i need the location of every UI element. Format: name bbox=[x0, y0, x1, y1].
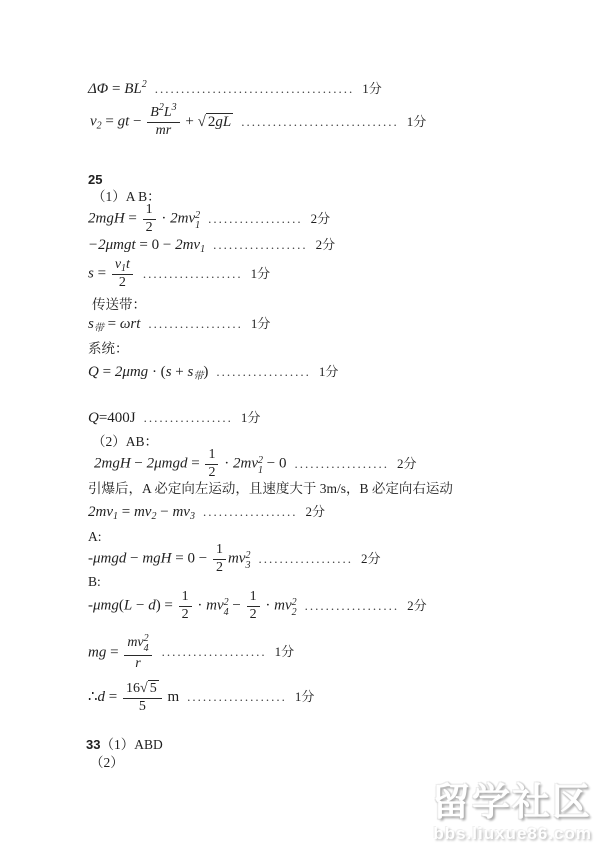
math-term: − bbox=[126, 550, 143, 567]
math-term: − bbox=[129, 113, 146, 130]
math-term: 2mv bbox=[232, 455, 258, 472]
radicand bbox=[206, 113, 233, 131]
superscript: 2 bbox=[143, 633, 149, 644]
math-term: L bbox=[163, 105, 172, 120]
subscript: 3 bbox=[189, 511, 195, 522]
math-term: 2mgH bbox=[88, 210, 125, 227]
math-term: 1 bbox=[145, 202, 153, 217]
fraction-numerator bbox=[123, 680, 162, 698]
fraction bbox=[112, 258, 133, 290]
math-term: mv bbox=[127, 635, 144, 650]
math-term: mv bbox=[133, 504, 152, 520]
math-term: = bbox=[187, 455, 204, 472]
subscript: 1 bbox=[200, 244, 206, 255]
fraction-denominator bbox=[124, 655, 151, 672]
watermark-url: bbs.liuxue86.com bbox=[433, 824, 592, 843]
superscript: 2 bbox=[223, 596, 229, 608]
math-term: d bbox=[97, 688, 106, 705]
superscript: 2 bbox=[257, 454, 263, 466]
math-term: − bbox=[132, 597, 149, 614]
subscript: 4 bbox=[223, 606, 229, 618]
math-term: gL bbox=[215, 113, 232, 130]
math-term: 2μmgd bbox=[146, 455, 188, 472]
text-line: 引爆后，A 必定向左运动，且速度大于 3m/s，B 必定向右运动 bbox=[88, 481, 453, 496]
fraction-numerator bbox=[124, 634, 151, 655]
math-term: v bbox=[114, 257, 122, 272]
math-term: mv bbox=[172, 504, 190, 520]
text-line: （2）AB： bbox=[92, 434, 159, 449]
formula-line bbox=[88, 80, 382, 99]
sub-sup-stack bbox=[292, 598, 297, 618]
math-term: = bbox=[98, 364, 115, 380]
math-term: −2μmgt bbox=[88, 237, 136, 253]
fraction-numerator bbox=[179, 590, 192, 606]
subscript: 带 bbox=[193, 371, 204, 382]
radical-sign: √ bbox=[140, 681, 148, 696]
fraction-numerator bbox=[247, 590, 260, 606]
math-term: · bbox=[261, 597, 275, 614]
math-term: ( bbox=[118, 597, 124, 614]
math-term: − 0 bbox=[262, 455, 287, 472]
formula-line bbox=[94, 448, 416, 480]
watermark-logo: 留学社区 bbox=[431, 782, 592, 825]
fraction-numerator bbox=[112, 258, 133, 274]
sub-sup-stack bbox=[144, 634, 149, 654]
dot-leader: .................. bbox=[208, 210, 303, 226]
math-term: 1 bbox=[215, 542, 223, 557]
math-term: · bbox=[193, 597, 207, 614]
text-line: 传送带： bbox=[92, 297, 146, 312]
math-term: = bbox=[101, 113, 118, 130]
math-term: ) = bbox=[155, 597, 177, 614]
text-line: B: bbox=[88, 574, 101, 589]
square-root bbox=[140, 681, 159, 696]
math-term: mg bbox=[88, 644, 107, 661]
fraction-denominator bbox=[143, 219, 156, 236]
heading-text: （1）ABD bbox=[100, 737, 163, 752]
fraction bbox=[205, 448, 218, 480]
math-term: μmgd bbox=[93, 550, 127, 567]
math-term: 2μmg bbox=[114, 364, 149, 380]
score-label: 1分 bbox=[294, 688, 315, 704]
formula-line bbox=[88, 590, 427, 622]
math-term: 16 bbox=[126, 681, 141, 696]
math-term: B bbox=[150, 105, 159, 120]
math-term: - bbox=[88, 550, 93, 567]
fraction bbox=[179, 590, 192, 622]
math-term: = bbox=[103, 316, 120, 332]
formula-line bbox=[88, 680, 314, 715]
fraction bbox=[143, 203, 156, 235]
formula-line bbox=[88, 634, 294, 672]
fraction bbox=[247, 590, 260, 622]
math-term: mv bbox=[227, 550, 246, 567]
fraction bbox=[123, 680, 162, 715]
fraction bbox=[124, 634, 151, 672]
score-label: 2分 bbox=[305, 504, 325, 519]
dot-leader: ................. bbox=[143, 410, 233, 425]
math-term: t bbox=[126, 257, 130, 272]
fraction-numerator bbox=[213, 543, 226, 559]
subscript: 1 bbox=[195, 219, 201, 231]
question-number: 33 bbox=[86, 737, 101, 752]
dot-leader: .................. bbox=[202, 504, 298, 519]
math-term: v bbox=[90, 113, 97, 130]
score-label: 1分 bbox=[274, 644, 295, 660]
subscript: 1 bbox=[257, 464, 263, 476]
math-term: L bbox=[123, 597, 133, 614]
text-line: （2） bbox=[90, 755, 124, 770]
score-label: 1分 bbox=[406, 113, 427, 129]
radical-sign: √ bbox=[197, 113, 206, 130]
score-label: 2分 bbox=[407, 597, 427, 613]
formula-line bbox=[88, 258, 270, 290]
math-term: m bbox=[163, 688, 180, 705]
section-heading bbox=[88, 172, 102, 189]
formula-line bbox=[88, 409, 260, 428]
superscript: 2 bbox=[158, 102, 164, 113]
watermark bbox=[432, 784, 592, 844]
math-term: 1 bbox=[208, 447, 216, 462]
math-term: 1 bbox=[181, 589, 189, 604]
score-label: 2分 bbox=[315, 237, 336, 252]
math-term: + bbox=[171, 364, 188, 380]
math-term: r bbox=[135, 656, 141, 671]
score-label: 1分 bbox=[250, 265, 271, 281]
score-label: 2分 bbox=[360, 550, 381, 566]
sub-sup-stack bbox=[195, 211, 200, 231]
math-term: s bbox=[187, 364, 194, 380]
math-term: μmg bbox=[93, 597, 119, 614]
math-term: · bbox=[157, 210, 171, 227]
square-root bbox=[198, 114, 234, 130]
dot-leader: ...................................... bbox=[154, 81, 355, 96]
math-term: 2 bbox=[215, 559, 223, 575]
formula-line bbox=[88, 315, 270, 334]
math-term: mr bbox=[155, 122, 172, 138]
math-term: 2mv bbox=[170, 210, 196, 227]
fraction-denominator bbox=[179, 606, 192, 623]
fraction-denominator bbox=[112, 274, 133, 291]
math-term: 2 bbox=[181, 606, 189, 622]
score-label: 2分 bbox=[396, 455, 417, 471]
question-number: 25 bbox=[88, 172, 103, 187]
fraction-denominator bbox=[247, 606, 260, 623]
radicand bbox=[148, 680, 159, 697]
fraction-denominator bbox=[147, 122, 179, 139]
score-label: 1分 bbox=[250, 316, 271, 331]
math-term: mv bbox=[206, 597, 224, 614]
math-term: Q bbox=[88, 410, 99, 426]
math-term: − bbox=[156, 504, 173, 520]
math-term: ωrt bbox=[119, 316, 141, 332]
dot-leader: .................. bbox=[304, 597, 400, 613]
dot-leader: .............................. bbox=[241, 113, 399, 129]
dot-leader: .................. bbox=[294, 455, 389, 471]
dot-leader: .................. bbox=[148, 316, 243, 331]
subscript: 3 bbox=[245, 559, 251, 571]
score-label: 2分 bbox=[310, 210, 331, 226]
math-term: 2 bbox=[118, 274, 126, 290]
math-term: + bbox=[181, 113, 198, 130]
math-term: = bbox=[93, 265, 110, 282]
fraction bbox=[213, 543, 226, 575]
subscript: 2 bbox=[291, 606, 297, 618]
dot-leader: ................... bbox=[142, 265, 243, 281]
text-line: （1）A B： bbox=[92, 189, 161, 204]
formula-line bbox=[88, 203, 330, 235]
math-term: = bbox=[105, 688, 122, 705]
dot-leader: ................... bbox=[187, 688, 287, 704]
math-term: s bbox=[88, 265, 94, 282]
math-term: = bbox=[106, 644, 123, 661]
math-term: =400J bbox=[98, 410, 136, 426]
fraction bbox=[147, 102, 179, 138]
math-term: = bbox=[124, 210, 141, 227]
superscript: 2 bbox=[195, 209, 201, 221]
math-term: = bbox=[118, 504, 134, 520]
score-label: 1分 bbox=[240, 410, 261, 425]
fraction-numerator bbox=[205, 448, 218, 464]
text-line: A: bbox=[88, 529, 102, 544]
math-term: ΔΦ bbox=[88, 81, 109, 97]
math-term: Q bbox=[88, 364, 99, 380]
math-term: = 0 − bbox=[171, 550, 211, 567]
score-label: 1分 bbox=[318, 364, 339, 379]
superscript: 3 bbox=[171, 102, 177, 113]
formula-line bbox=[88, 543, 380, 575]
score-label: 1分 bbox=[362, 81, 382, 96]
math-term: ∴ bbox=[88, 688, 98, 705]
subscript: 带 bbox=[93, 323, 104, 334]
math-term: 2mv bbox=[88, 504, 113, 520]
math-term: = bbox=[108, 81, 125, 97]
math-term: 2 bbox=[208, 464, 216, 480]
math-term: mgH bbox=[142, 550, 172, 567]
superscript: 2 bbox=[245, 549, 251, 561]
formula-line bbox=[88, 503, 325, 522]
superscript: 2 bbox=[291, 596, 297, 608]
math-term: s bbox=[88, 316, 94, 332]
sub-sup-stack bbox=[245, 551, 250, 571]
formula-line bbox=[88, 363, 338, 382]
fraction-numerator bbox=[143, 203, 156, 219]
subscript: 4 bbox=[143, 643, 149, 654]
math-term: ) bbox=[203, 364, 209, 380]
fraction-denominator bbox=[205, 464, 218, 481]
math-term: 2mgH bbox=[94, 455, 131, 472]
math-term: − bbox=[130, 455, 147, 472]
math-term: 2 bbox=[145, 219, 153, 235]
math-term: 2mv bbox=[175, 237, 201, 253]
subscript: 1 bbox=[113, 511, 118, 522]
dot-leader: .................. bbox=[216, 364, 311, 379]
math-term: BL bbox=[124, 81, 142, 97]
math-term: 1 bbox=[249, 589, 257, 604]
math-term: s bbox=[165, 364, 172, 380]
math-term: · bbox=[220, 455, 233, 472]
fraction-denominator bbox=[123, 698, 162, 715]
math-term: - bbox=[88, 597, 93, 614]
math-term: = 0 − bbox=[135, 237, 176, 253]
math-term: − bbox=[228, 597, 245, 614]
dot-leader: .................... bbox=[161, 644, 267, 660]
formula-line bbox=[88, 236, 335, 255]
dot-leader: .................. bbox=[213, 237, 308, 252]
math-term: d bbox=[148, 597, 156, 614]
subscript: 1 bbox=[121, 263, 127, 274]
math-term: 5 bbox=[149, 681, 157, 696]
math-term: gt bbox=[117, 113, 130, 130]
superscript: 2 bbox=[141, 79, 147, 90]
formula-line bbox=[90, 102, 427, 138]
math-term: 5 bbox=[138, 699, 146, 715]
math-term: 2 bbox=[249, 606, 257, 622]
fraction-denominator bbox=[213, 559, 226, 576]
subscript: 2 bbox=[96, 120, 102, 132]
text-line: 系统： bbox=[88, 341, 129, 356]
dot-leader: .................. bbox=[258, 550, 353, 566]
math-term: 2 bbox=[207, 113, 216, 130]
math-term: mv bbox=[274, 597, 292, 614]
subscript: 2 bbox=[151, 511, 157, 522]
section-heading bbox=[86, 737, 163, 754]
math-term: · ( bbox=[148, 364, 166, 380]
fraction-numerator bbox=[147, 102, 179, 122]
